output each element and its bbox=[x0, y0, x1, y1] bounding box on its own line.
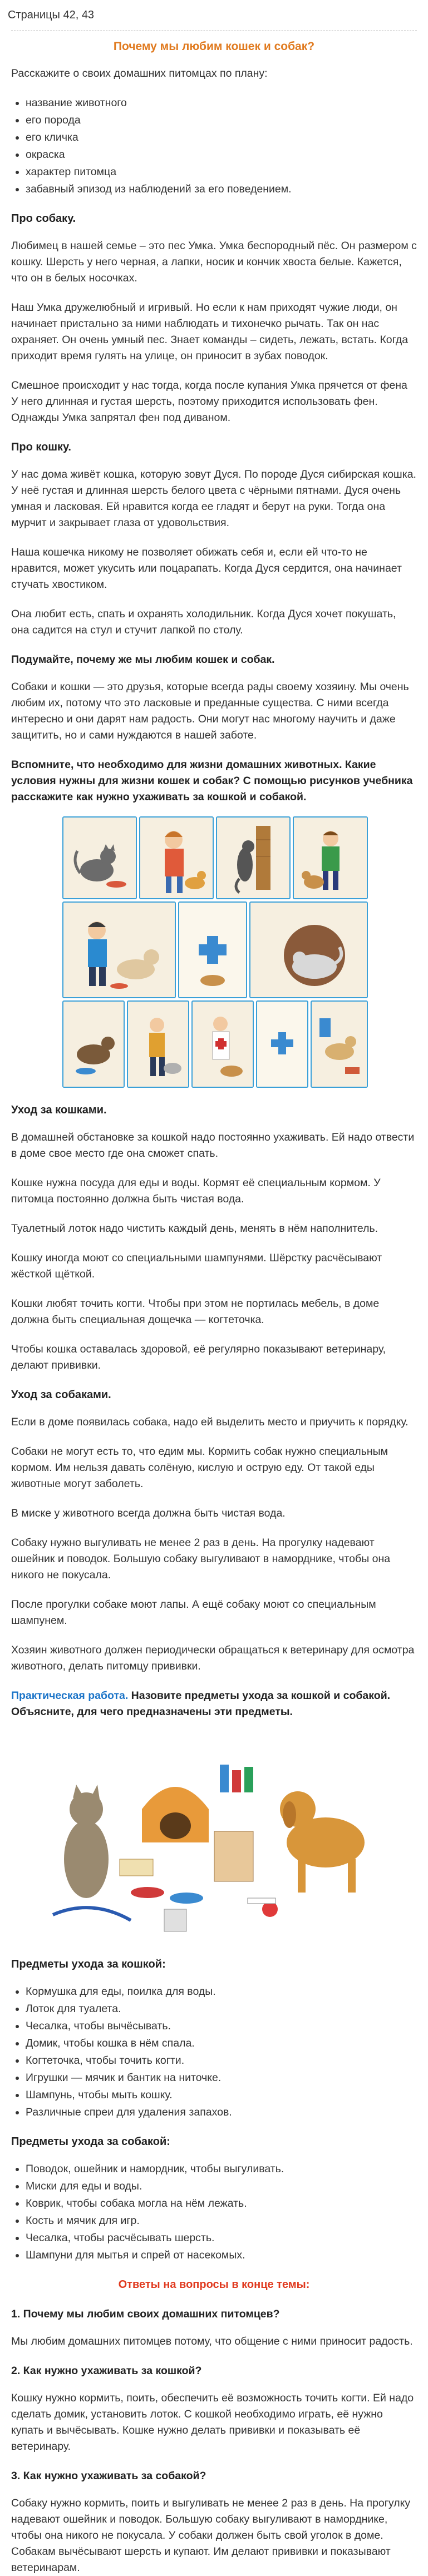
question-think: Подумайте, почему же мы любим кошек и собак. bbox=[11, 653, 275, 666]
paragraph: Наш Умка дружелюбный и игривый. Но если к нам приходят чужие люди, он начинает пристально за ними наблюдать и тихонечко рычать. Так он нас охраняет. Он очень умный пес. Знает команды – сидеть, лежать, встать. Когда приходит время гулять на улице, он приносит в зубах поводок. bbox=[11, 301, 409, 362]
paragraph: Чтобы кошка оставалась здоровой, её регулярно показывают ветеринару, делают прививки. bbox=[11, 1343, 386, 1371]
list-item: • Чесалка, чтобы вычёсывать. bbox=[26, 2018, 417, 2034]
paragraph: После прогулки собаке моют лапы. А ещё собаку моют со специальным шампунем. bbox=[11, 1598, 376, 1627]
dog-items-heading: Предметы ухода за собакой: bbox=[11, 2136, 170, 2148]
child-feeding-dog-image bbox=[62, 901, 176, 998]
paragraph: Кошку иногда моют со специальными шампунями. Шёрстку расчёсывают жёсткой щёткой. bbox=[11, 1252, 382, 1280]
practical-link[interactable]: Практическая работа. bbox=[11, 1690, 129, 1702]
paragraph: Кошке нужна посуда для еды и воды. Кормят её специальным кормом. У питомца постоянно должна быть чистая вода. bbox=[11, 1177, 381, 1205]
list-item: • название животного bbox=[26, 95, 417, 111]
answer-3: Собаку нужно кормить, поить и выгуливать не менее 2 раз в день. На прогулку надевают ошейник и поводок. Большую собаку выгуливают в наморднике, чтобы она никого не покусала. У собаки должен быть свой уголок в доме. Собакам вычёсывают шерсть и купают. Им делают прививки и показывают ветеринарам. bbox=[11, 2497, 411, 2574]
dog-heading: Про собаку. bbox=[11, 212, 76, 225]
list-item: • Домик, чтобы кошка в нём спала. bbox=[26, 2035, 417, 2052]
paragraph: В домашней обстановке за кошкой надо постоянно ухаживать. Ей надо отвести в доме свое место где она сможет спать. bbox=[11, 1131, 415, 1160]
list-item: • Шампунь, чтобы мыть кошку. bbox=[26, 2087, 417, 2103]
question-remember: Вспомните, что необходимо для жизни домашних животных. Какие условия нужны для жизни кошек и собак? С помощью рисунков учебника расскажите как нужно ухаживать за кошкой и собакой. bbox=[11, 759, 413, 803]
dog-items-list bbox=[11, 2161, 417, 2263]
question-3: 3. Как нужно ухаживать за собакой? bbox=[11, 2470, 206, 2482]
paragraph: Если в доме появилась собака, надо ей выделить место и приучить к порядку. bbox=[11, 1416, 409, 1428]
cat-items-heading: Предметы ухода за кошкой: bbox=[11, 1958, 166, 1970]
dog-bowl-image bbox=[62, 1000, 125, 1088]
list-item: • Поводок, ошейник и намордник, чтобы выгуливать. bbox=[26, 2161, 417, 2177]
cat-items-list bbox=[11, 1984, 417, 2121]
page-title: Почему мы любим кошек и собак? bbox=[113, 40, 315, 53]
cat-sleeping-image bbox=[249, 901, 368, 998]
breadcrumb bbox=[0, 0, 428, 30]
paragraph: Собаки не могут есть то, что едим мы. Кормить собак нужно специальным кормом. Им нельзя давать солёную, кислую и острую еду. От такой еды животные могут заболеть. bbox=[11, 1445, 388, 1490]
paragraph: Наша кошечка никому не позволяет обижать себя и, если ей что-то не нравится, может укусить или поцарапать. Когда Дуся сердится, она начинает стучать хвостиком. bbox=[11, 546, 402, 591]
vet-with-dog-image bbox=[191, 1000, 254, 1088]
list-item: • характер питомца bbox=[26, 164, 417, 180]
paragraph: Собаки и кошки — это друзья, которые всегда рады своему хозяину. Мы очень любим их, потому что это ласковые и преданные существа. С ними всегда интересно и они дарят нам радость. Они могут нас многому научить и даже защитить, но и сами нуждаются в нашей заботе. bbox=[11, 681, 409, 741]
paragraph: Собаку нужно выгуливать не менее 2 раз в день. На прогулку надевают ошейник и поводок. Большую собаку выгуливают в наморднике, чтобы она никого не покусала. bbox=[11, 1537, 391, 1581]
cross-icon bbox=[178, 901, 247, 998]
answers-heading: Ответы на вопросы в конце темы: bbox=[118, 2278, 310, 2291]
textbook-illustration bbox=[11, 816, 417, 1086]
cats-care-heading: Уход за кошками. bbox=[11, 1104, 107, 1116]
pet-items-image bbox=[311, 1000, 368, 1088]
list-item: • его порода bbox=[26, 112, 417, 128]
practical-text: Назовите предметы ухода за кошкой и собакой. Объясните, для чего предназначены эти предметы. bbox=[11, 1690, 391, 1718]
question-2: 2. Как нужно ухаживать за кошкой? bbox=[11, 2365, 202, 2377]
paragraph: Кошки любят точить когти. Чтобы при этом не портилась мебель, в доме должна быть специальная дощечка — когтеточка. bbox=[11, 1297, 380, 1326]
list-item: • Кость и мячик для игр. bbox=[26, 2213, 417, 2229]
list-item: • Чесалка, чтобы расчёсывать шерсть. bbox=[26, 2230, 417, 2246]
pages-label: Страницы 42, 43 bbox=[8, 8, 95, 21]
list-item: • Когтеточка, чтобы точить когти. bbox=[26, 2053, 417, 2069]
cat-eating-image bbox=[62, 816, 137, 899]
list-item: • Кормушка для еды, поилка для воды. bbox=[26, 1984, 417, 2000]
list-item: • Игрушки — мячик и бантик на ниточке. bbox=[26, 2070, 417, 2086]
list-item: • окраска bbox=[26, 147, 417, 163]
boy-with-dog-image bbox=[293, 816, 368, 899]
practical-task bbox=[11, 1688, 417, 1720]
paragraph: Туалетный лоток надо чистить каждый день, менять в нём наполнитель. bbox=[11, 1222, 378, 1235]
article bbox=[11, 30, 417, 2574]
girl-with-cat-image bbox=[139, 816, 214, 899]
list-item: • забавный эпизод из наблюдений за его поведением. bbox=[26, 181, 417, 197]
answer-2: Кошку нужно кормить, поить, обеспечить её возможность точить когти. Ей надо сделать домик, установить лоток. С кошкой необходимо играть, её нужно купать и вычёсывать. Кошке нужно делать прививки и показывать её ветеринару. bbox=[11, 2392, 414, 2453]
paragraph: В миске у животного всегда должна быть чистая вода. bbox=[11, 1507, 286, 1519]
paragraph: У нас дома живёт кошка, которую зовут Дуся. По породе Дуся сибирская кошка. У неё густая и длинная шерсть белого цвета с чёрными пятнами. Дуся очень умная и ласковая. Ей нравится когда ее гладят и берут на руки. Тогда она мурчит и закрывает глаза от удовольствия. bbox=[11, 468, 416, 529]
paragraph: Любимец в нашей семье – это пес Умка. Умка беспородный пёс. Он размером с кошку. Шерсть у него черная, а лапки, носик и кончик хвоста белые. Кажется, что он в белых носочках. bbox=[11, 240, 417, 284]
list-item: • Шампуни для мытья и спрей от насекомых. bbox=[26, 2247, 417, 2263]
list-item: • Различные спреи для удаления запахов. bbox=[26, 2104, 417, 2121]
boy-with-puppy-image bbox=[127, 1000, 189, 1088]
care-items-illustration bbox=[11, 1731, 417, 1940]
list-item: • Лоток для туалета. bbox=[26, 2001, 417, 2017]
answer-1: Мы любим домашних питомцев потому, что общение с ними приносит радость. bbox=[11, 2335, 413, 2347]
list-item: • Миски для еды и воды. bbox=[26, 2178, 417, 2194]
paragraph: Смешное происходит у нас тогда, когда после купания Умка прячется от фена У него длинная и густая шерсть, поэтому приходится использовать фен. Однажды Умка запрятал фен под диваном. bbox=[11, 379, 407, 424]
paragraph: Хозяин животного должен периодически обращаться к ветеринару для осмотра животного, делать питомцу прививки. bbox=[11, 1644, 415, 1672]
cat-heading: Про кошку. bbox=[11, 441, 71, 453]
list-item: • его кличка bbox=[26, 130, 417, 146]
cross-icon-2 bbox=[256, 1000, 308, 1088]
list-item: • Коврик, чтобы собака могла на нём лежать. bbox=[26, 2196, 417, 2212]
cat-scratching-image bbox=[216, 816, 291, 899]
dogs-care-heading: Уход за собаками. bbox=[11, 1389, 111, 1401]
question-1: 1. Почему мы любим своих домашних питомцев? bbox=[11, 2308, 280, 2320]
plan-list bbox=[11, 95, 417, 197]
paragraph: Она любит есть, спать и охранять холодильник. Когда Дуся хочет покушать, она садится на стул и стучит лапкой по столу. bbox=[11, 608, 396, 636]
intro-text: Расскажите о своих домашних питомцах по плану: bbox=[11, 67, 268, 80]
